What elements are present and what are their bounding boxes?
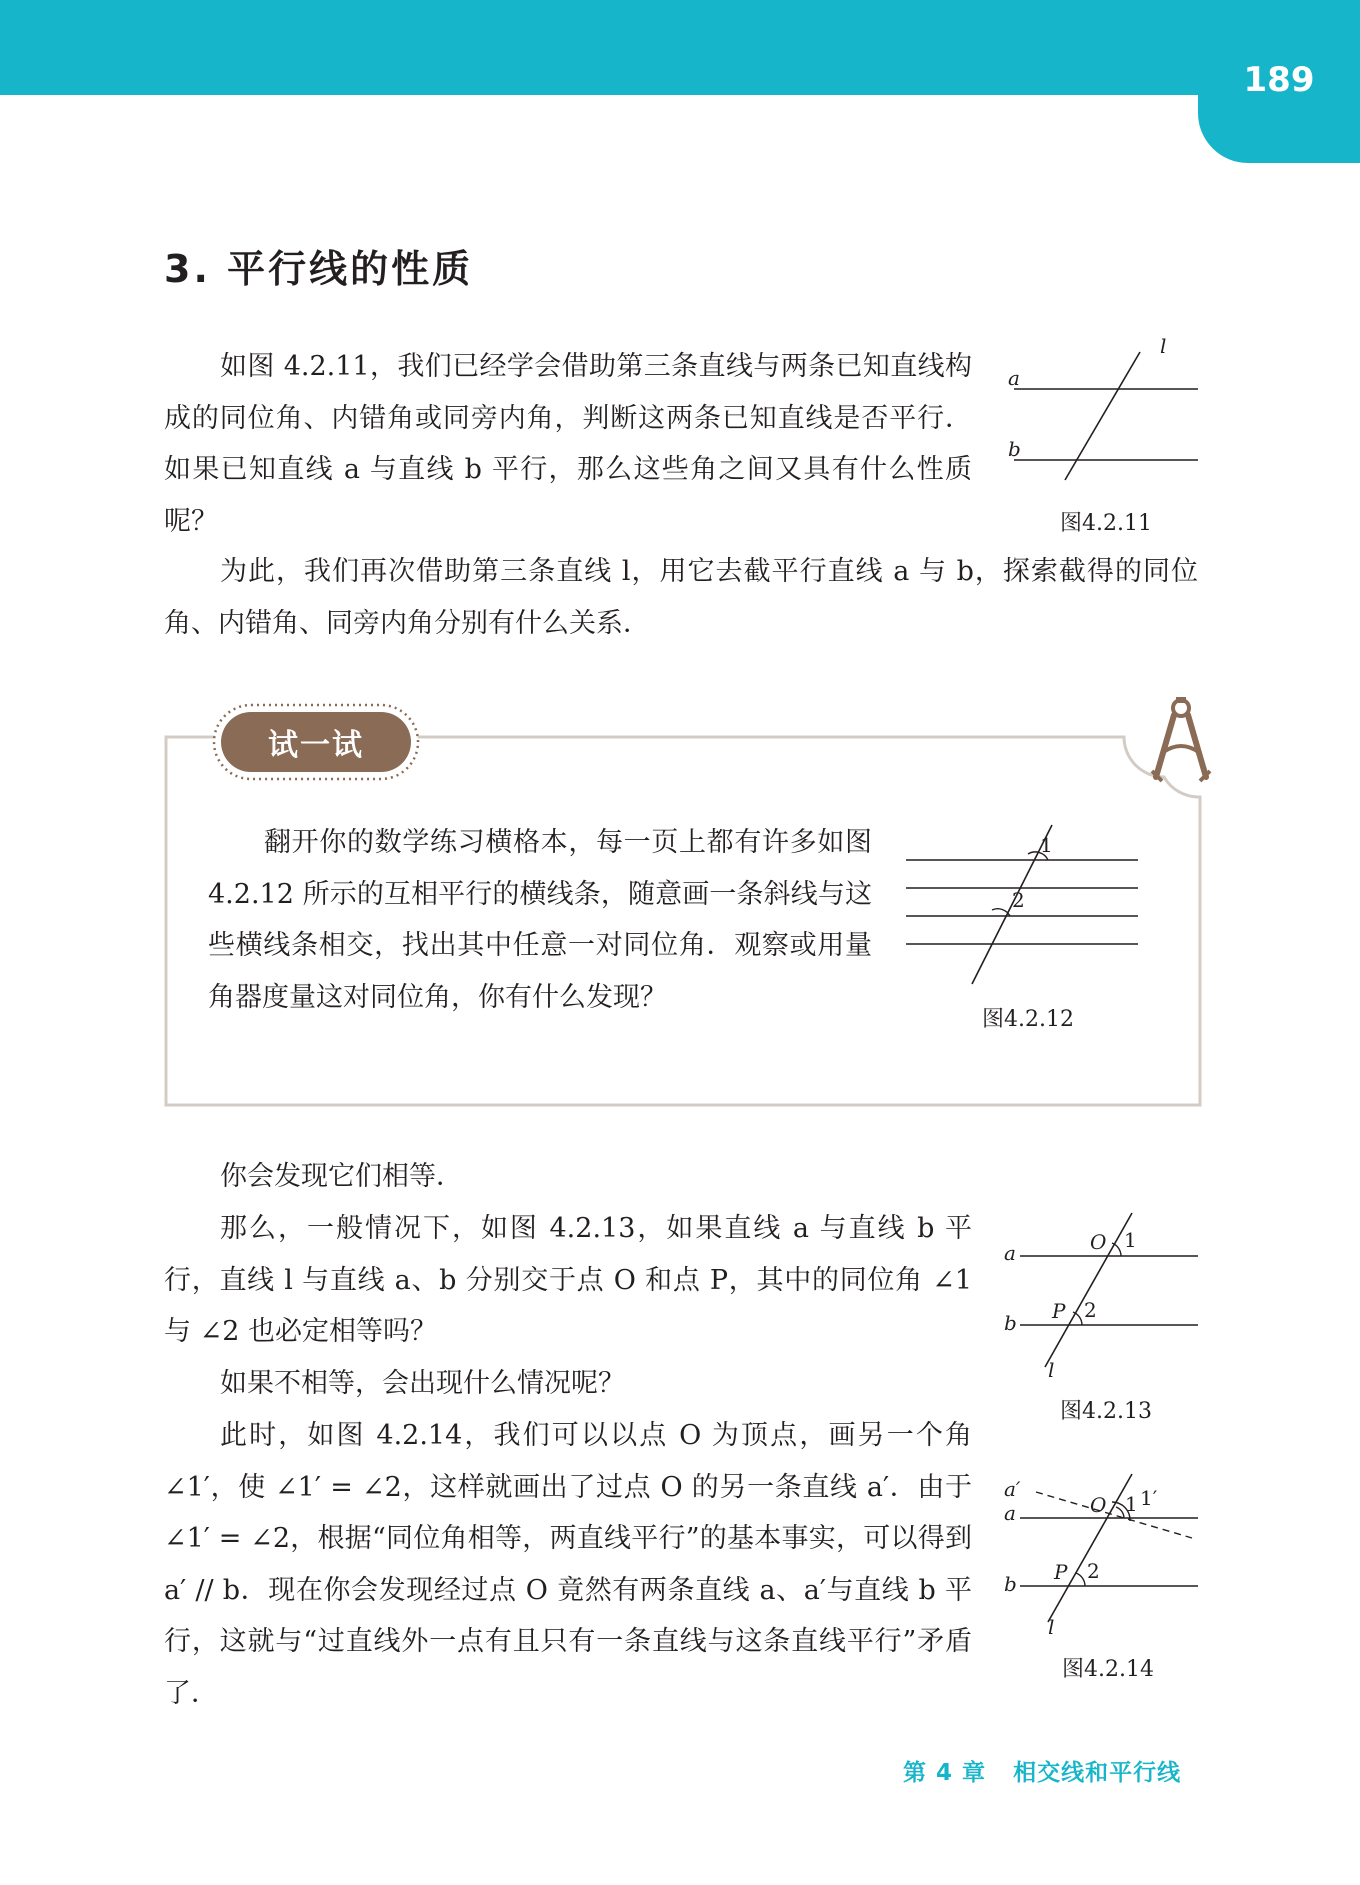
header-band — [0, 0, 1360, 95]
figure-4-2-13 — [1000, 1205, 1210, 1380]
figure-4-2-11-caption: 图4.2.11 — [1060, 511, 1152, 536]
chapter-number: 第 4 章 — [903, 1760, 987, 1786]
figure-4-2-14 — [1000, 1462, 1210, 1637]
angle-1-prime-label: 1′ — [1140, 1486, 1158, 1510]
figure-4-2-12 — [900, 820, 1150, 990]
angle-2-label: 2 — [1084, 1298, 1097, 1322]
figure-4-2-14-caption: 图4.2.14 — [1062, 1657, 1154, 1682]
paragraph-proof: 此时，如图 4.2.14，我们可以以点 O 为顶点，画另一个角 ∠1′，使 ∠1′ = ∠2，这样就画出了过点 O 的另一条直线 a′．由于 ∠1′ = ∠2，根据“同位角相等，两直线平行”的基本事实，可以得到 a′ // b．现在你会发现经过点 O 竟然有两条直线 a、a′与直线 b 平行，这就与“过直线外一点有且只有一条直线与这条直线平行”矛盾了． — [164, 1420, 972, 1709]
angle-1-label: 1 — [1040, 833, 1053, 857]
label-a: a — [1004, 1241, 1016, 1265]
paragraph-observation: 你会发现它们相等． — [220, 1161, 463, 1192]
chapter-title: 相交线和平行线 — [1013, 1760, 1182, 1786]
page-number: 189 — [1243, 60, 1315, 100]
angle-2-label: 2 — [1012, 888, 1025, 912]
activity-text: 翻开你的数学练习横格本，每一页上都有许多如图 4.2.12 所示的互相平行的横线条，随意画一条斜线与这些横线条相交，找出其中任意一对同位角．观察或用量角器度量这对同位角，你有什么发现？ — [208, 827, 872, 1013]
chapter-footer — [903, 1754, 1181, 1787]
label-O: O — [1090, 1230, 1107, 1254]
section-title: 3. 平行线的性质 — [164, 247, 474, 291]
label-b: b — [1004, 1572, 1017, 1596]
activity-badge-label: 试一试 — [268, 728, 364, 763]
paragraph-intro: 如图 4.2.11，我们已经学会借助第三条直线与两条已知直线构成的同位角、内错角或同旁内角，判断这两条已知直线是否平行．如果已知直线 a 与直线 b 平行，那么这些角之间又具有什么性质呢？ — [164, 351, 972, 537]
angle-2-label: 2 — [1087, 1559, 1100, 1583]
angle-1-label: 1 — [1125, 1492, 1138, 1516]
figure-4-2-11 — [1000, 335, 1210, 485]
label-P: P — [1054, 1560, 1068, 1584]
figure-4-2-13-caption: 图4.2.13 — [1060, 1399, 1152, 1424]
label-P: P — [1052, 1299, 1066, 1323]
label-l: l — [1048, 1615, 1055, 1637]
label-l: l — [1048, 1358, 1055, 1380]
figure-4-2-12-caption: 图4.2.12 — [982, 1007, 1074, 1032]
label-l: l — [1160, 335, 1167, 358]
paragraph-if-not-equal: 如果不相等，会出现什么情况呢？ — [220, 1368, 625, 1399]
label-O: O — [1090, 1493, 1107, 1517]
label-b: b — [1004, 1311, 1017, 1335]
label-a: a — [1008, 366, 1020, 390]
label-b: b — [1008, 437, 1021, 461]
label-a-prime: a′ — [1004, 1477, 1021, 1501]
paragraph-question: 那么，一般情况下，如图 4.2.13，如果直线 a 与直线 b 平行，直线 l 与直线 a、b 分别交于点 O 和点 P，其中的同位角 ∠1 与 ∠2 也必定相等吗？ — [164, 1213, 972, 1347]
label-a: a — [1004, 1501, 1016, 1525]
paragraph-explore: 为此，我们再次借助第三条直线 l，用它去截平行直线 a 与 b，探索截得的同位角、内错角、同旁内角分别有什么关系． — [164, 556, 1198, 639]
angle-1-label: 1 — [1124, 1228, 1137, 1252]
compass-icon — [1148, 695, 1214, 785]
